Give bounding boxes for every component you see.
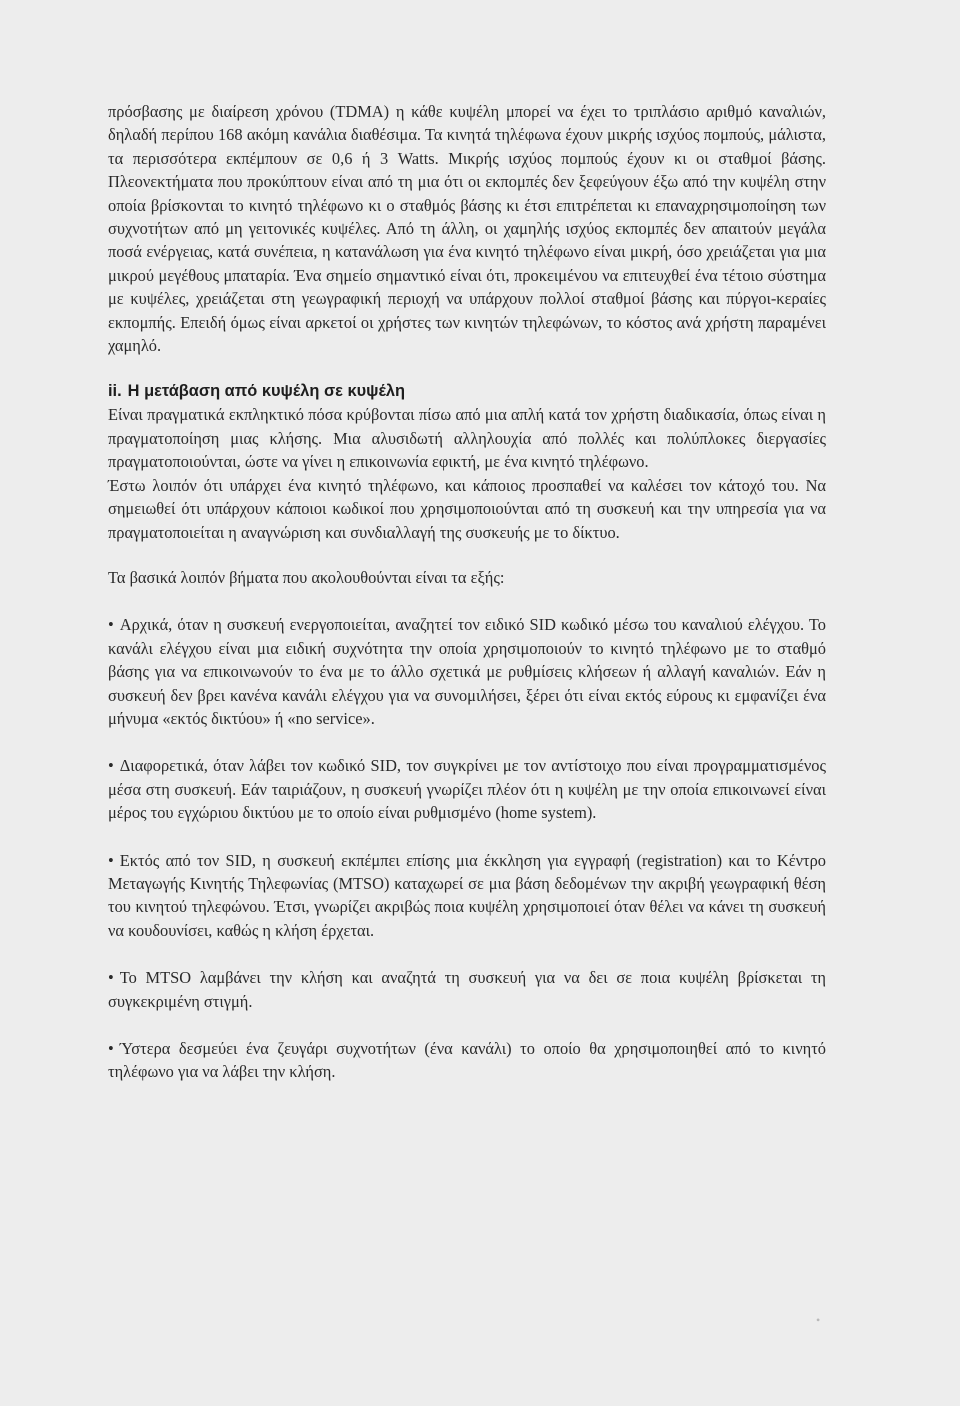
- bullet-icon: •: [108, 1039, 114, 1058]
- section-paragraph-1: Είναι πραγματικά εκπληκτικό πόσα κρύβονται πίσω από μια απλή κατά τον χρήστη διαδικασία, όπως είναι η πραγματοποίηση μιας κλήσης. Μια αλυσιδωτή αλληλουχία από πολλές και πολύπλοκες διεργασίες πραγματοποιούνται, ώστε να γίνει η επικοινωνία εφικτή, με ένα κινητό τηλέφωνο.: [108, 405, 826, 472]
- list-item: [108, 966, 826, 1013]
- steps-intro: Τα βασικά λοιπόν βήματα που ακολουθούνται είναι τα εξής:: [108, 567, 505, 587]
- list-item-text: Αρχικά, όταν η συσκευή ενεργοποιείται, αναζητεί τον ειδικό SID κωδικό μέσω του καναλιού ελέγχου. Το κανάλι ελέγχου είναι μια ειδική συχνότητα την οποία χρησιμοποιούν το κινητό τηλέφωνο με το σταθμό βάσης για να επικοινωνούν το ένα με το άλλο σχετικά με ρυθμίσεις κλήσεων ή αλλαγή καναλιών. Εάν η συσκευή δεν βρει κανένα κανάλι ελέγχου για να συνομιλήσει, ξέρει ότι είναι εκτός εύρους κι εμφανίζει ένα μήνυμα «εκτός δικτύου» ή «no service».: [108, 615, 826, 728]
- list-item: [108, 1037, 826, 1084]
- list-item-text: Διαφορετικά, όταν λάβει τον κωδικό SID, τον συγκρίνει με τον αντίστοιχο που είναι προγραμματισμένος μέσα στη συσκευή. Εάν ταιριάζουν, η συσκευή γνωρίζει πλέον ότι η κυψέλη με την οποία επικοινωνεί είναι μέρος του εγχώριου δικτύου με το οποίο είναι ρυθμισμένο (home system).: [108, 756, 826, 823]
- list-item: [108, 849, 826, 943]
- section-title: Η μετάβαση από κυψέλη σε κυψέλη: [127, 382, 406, 401]
- list-item-text: Το MTSO λαμβάνει την κλήση και αναζητά τη συσκευή για να δει σε ποια κυψέλη βρίσκεται τη συγκεκριμένη στιγμή.: [108, 968, 826, 1011]
- list-item: [108, 754, 826, 824]
- section-heading: [108, 379, 826, 403]
- document-page: [108, 100, 826, 1084]
- bullet-icon: •: [108, 756, 114, 776]
- list-item: [108, 613, 826, 730]
- bullet-icon: •: [108, 968, 114, 988]
- section-number: ii.: [108, 382, 122, 401]
- section-paragraph-2: Έστω λοιπόν ότι υπάρχει ένα κινητό τηλέφωνο, και κάποιος προσπαθεί να καλέσει τον κάτοχό του. Να σημειωθεί ότι υπάρχουν κάποιοι κωδικοί που χρησιμοποιούνται από τη συσκευή και την υπηρεσία για να πραγματοποιείται η αναγνώριση και συνδιαλλαγή της συσκευής με το δίκτυο.: [108, 475, 826, 542]
- intro-paragraph: πρόσβασης με διαίρεση χρόνου (TDMA) η κάθε κυψέλη μπορεί να έχει το τριπλάσιο αριθμό καναλιών, δηλαδή περίπου 168 ακόμη κανάλια διαθέσιμα. Τα κινητά τηλέφωνα έχουν μικρής ισχύος πομπούς, μάλιστα, τα περισσότερα εκπέμπουν σε 0,6 ή 3 Watts. Μικρής ισχύος πομπούς έχουν κι οι σταθμοί βάσης. Πλεονεκτήματα που προκύπτουν είναι από τη μια ότι οι εκπομπές δεν ξεφεύγουν έξω από την κυψέλη στην οποία βρίσκονται το κινητό τηλέφωνο κι ο σταθμός βάσης κι έτσι επιτρέπεται κι επαναχρησιμοποίηση των συχνοτήτων από μη γειτονικές κυψέλες. Από τη άλλη, οι χαμηλής ισχύος εκπομπές δεν απαιτούν μεγάλα ποσά ενέργειας, κατά συνέπεια, η κατανάλωση για ένα κινητό τηλέφωνο είναι μικρή, όσο χρειάζεται για μια μικρού μεγέθους μπαταρία. Ένα σημείο σημαντικό είναι ότι, προκειμένου να επιτευχθεί ένα τέτοιο σύστημα με κυψέλες, χρειάζεται στη γεωγραφική περιοχή να υπάρχουν πολλοί σταθμοί βάσης και πύργοι-κεραίες εκπομπής. Επειδή όμως είναι αρκετοί οι χρήστες των κινητών τηλεφώνων, το κόστος ανά χρήστη παραμένει χαμηλό.: [108, 102, 826, 356]
- bullet-icon: •: [108, 615, 114, 635]
- list-item-text: Ύστερα δεσμεύει ένα ζευγάρι συχνοτήτων (ένα κανάλι) το οποίο θα χρησιμοποιηθεί από το κινητό τηλέφωνο για να λάβει την κλήση.: [108, 1039, 826, 1082]
- stray-mark: •: [816, 1313, 821, 1327]
- bullet-icon: •: [108, 850, 114, 870]
- list-item-text: Εκτός από τον SID, η συσκευή εκπέμπει επίσης μια έκκληση για εγγραφή (registration) και το Κέντρο Μεταγωγής Κινητής Τηλεφωνίας (MTSO) καταχωρεί σε μια βάση δεδομένων την ακριβή γεωγραφική θέση του κινητού τηλεφώνου. Έτσι, γνωρίζει ακριβώς ποια κυψέλη χρησιμοποιεί όταν θέλει να κάνει τη συσκευή να κουδουνίσει, καθώς η κλήση έρχεται.: [108, 850, 826, 940]
